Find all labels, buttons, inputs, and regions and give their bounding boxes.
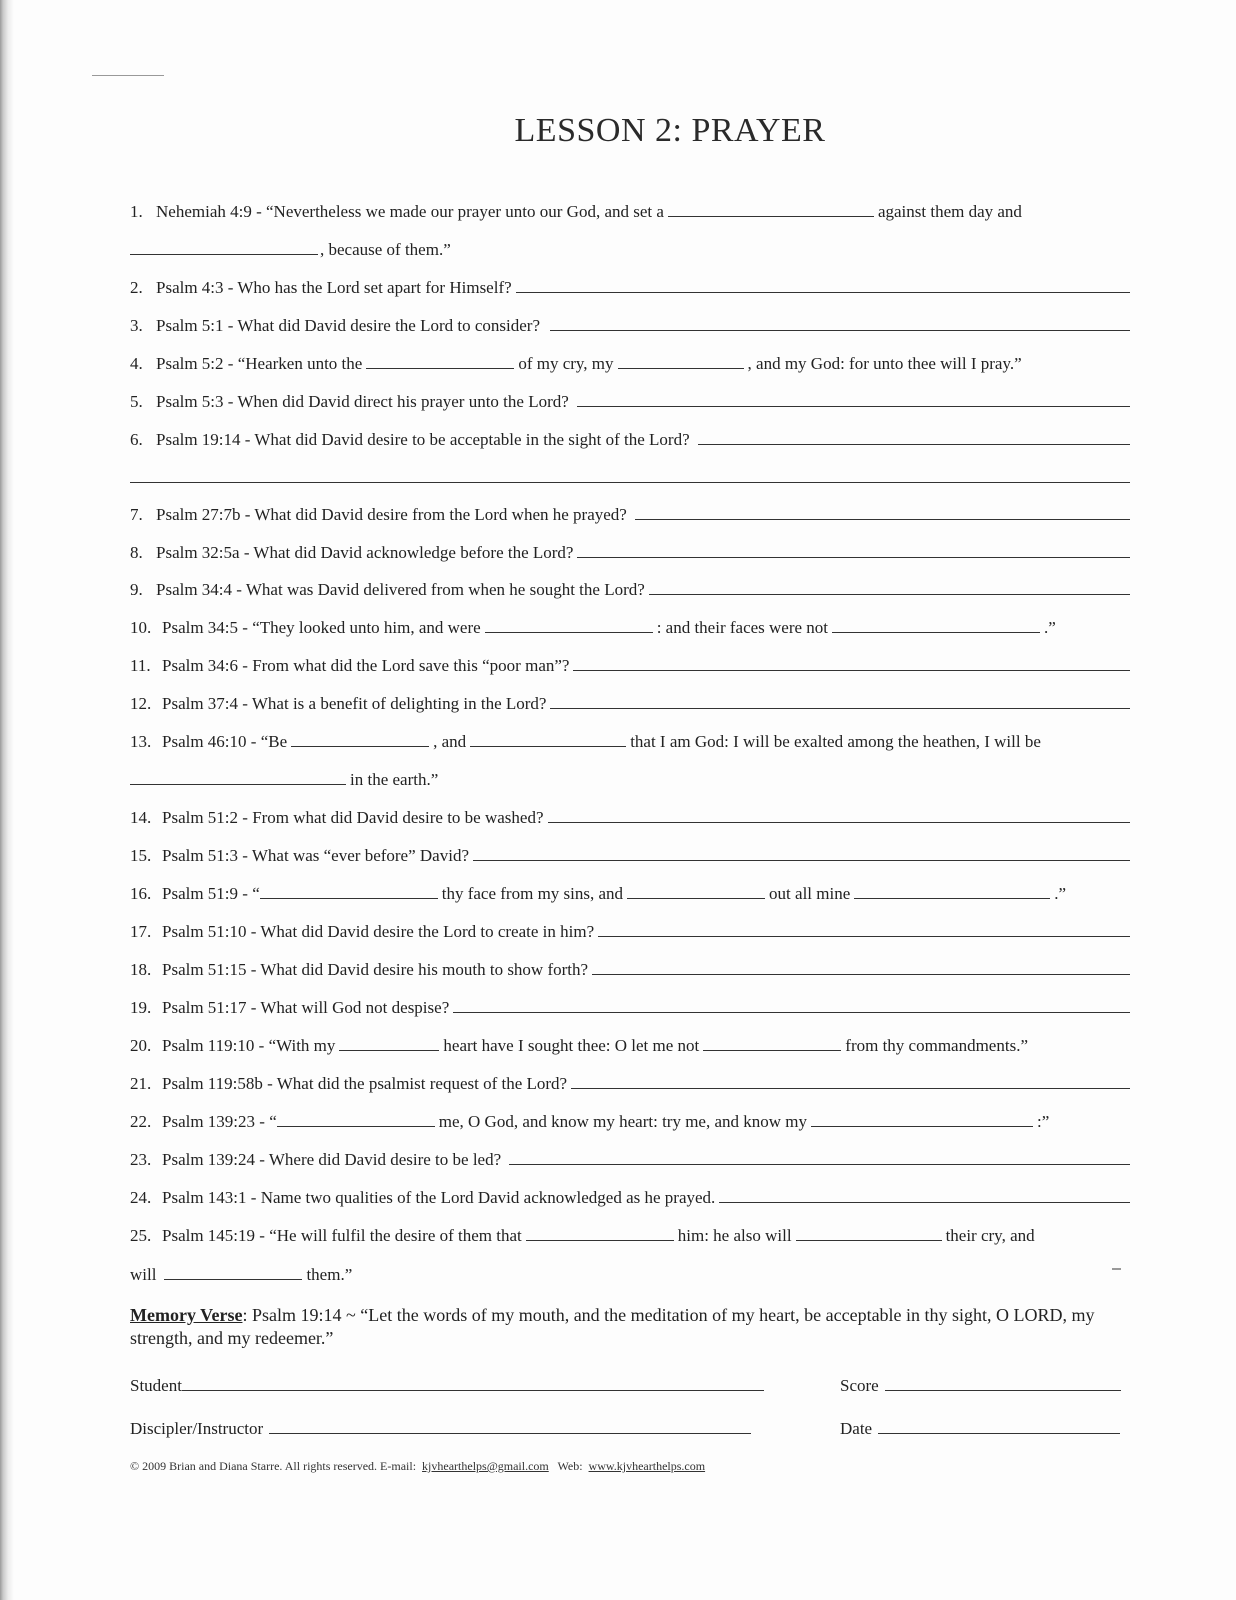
question-text: out all mine: [769, 884, 851, 903]
question-number: 21.: [130, 1074, 152, 1093]
footer: [130, 1459, 705, 1474]
question-number: 13.: [130, 732, 152, 751]
question-13-cont: [130, 768, 1130, 790]
answer-blank[interactable]: [453, 996, 1130, 1013]
question-text: thy face from my sins, and: [441, 884, 624, 903]
question-number: 14.: [130, 808, 152, 827]
question-text: Psalm 119:58b - What did the psalmist request of the Lord?: [162, 1074, 568, 1093]
question-20: [130, 1034, 1130, 1056]
question-3: [130, 314, 1130, 336]
question-text: Psalm 119:10 - “With my: [162, 1036, 336, 1055]
student-field: [130, 1374, 768, 1396]
answer-blank[interactable]: [516, 276, 1130, 293]
question-number: 22.: [130, 1112, 152, 1131]
question-number: 1.: [130, 202, 143, 221]
question-number: 24.: [130, 1188, 152, 1207]
answer-blank[interactable]: [832, 616, 1040, 633]
question-18: [130, 958, 1130, 980]
date-label: Date: [840, 1419, 873, 1438]
score-label: Score: [840, 1376, 879, 1395]
answer-blank[interactable]: [291, 730, 429, 747]
question-24: [130, 1186, 1130, 1208]
web-link[interactable]: www.kjvhearthelps.com: [588, 1459, 706, 1473]
question-text: , and: [433, 732, 467, 751]
question-1: [130, 200, 1130, 222]
answer-blank[interactable]: [719, 1186, 1130, 1203]
question-7: [130, 503, 1130, 525]
question-text: Psalm 34:4 - What was David delivered from when he sought the Lord?: [156, 580, 645, 599]
question-text: Psalm 51:3 - What was “ever before” David?: [162, 846, 469, 865]
question-21: [130, 1072, 1130, 1094]
instructor-field: [130, 1417, 755, 1439]
question-text: .”: [1044, 618, 1056, 637]
question-13: [130, 730, 1130, 752]
answer-blank[interactable]: [260, 882, 438, 899]
answer-blank[interactable]: [366, 352, 514, 369]
answer-blank[interactable]: [668, 200, 874, 217]
question-number: 15.: [130, 846, 152, 865]
answer-blank[interactable]: [130, 466, 1130, 483]
question-text: Psalm 51:10 - What did David desire the Lord to create in him?: [162, 922, 595, 941]
question-23: [130, 1148, 1130, 1170]
question-text: will: [130, 1265, 157, 1284]
question-22: [130, 1110, 1130, 1132]
question-text: Psalm 19:14 - What did David desire to be acceptable in the sight of the Lord?: [156, 430, 690, 449]
question-12: [130, 692, 1130, 714]
page-title: LESSON 2: PRAYER: [514, 112, 826, 149]
question-25: [130, 1224, 1130, 1246]
answer-blank[interactable]: [649, 578, 1130, 595]
answer-blank[interactable]: [592, 958, 1130, 975]
question-number: 6.: [130, 430, 143, 449]
question-text: :”: [1037, 1112, 1050, 1131]
question-text: in the earth.”: [350, 770, 439, 789]
answer-blank[interactable]: [485, 616, 653, 633]
answer-blank[interactable]: [573, 654, 1130, 671]
question-text: Psalm 27:7b - What did David desire from the Lord when he prayed?: [156, 505, 627, 524]
instructor-input[interactable]: [269, 1417, 751, 1434]
question-text: from thy commandments.”: [845, 1036, 1028, 1055]
question-number: 12.: [130, 694, 152, 713]
question-number: 9.: [130, 580, 143, 599]
question-number: 25.: [130, 1226, 152, 1245]
answer-blank[interactable]: [550, 314, 1130, 331]
memory-verse-text: Psalm 19:14 ~ “Let the words of my mouth, and the meditation of my heart, be acceptable in thy sight, O LORD, my strength, and my redeemer.”: [130, 1305, 1095, 1348]
question-8: [130, 541, 1130, 563]
scan-mark: [1112, 1268, 1121, 1270]
answer-blank[interactable]: [796, 1224, 942, 1241]
answer-blank[interactable]: [571, 1072, 1130, 1089]
question-text: .”: [1054, 884, 1067, 903]
question-number: 5.: [130, 392, 143, 411]
question-text: heart have I sought thee: O let me not: [443, 1036, 700, 1055]
answer-blank[interactable]: [550, 692, 1130, 709]
question-text: Psalm 145:19 - “He will fulfil the desire of them that: [162, 1226, 522, 1245]
answer-blank[interactable]: [703, 1034, 841, 1051]
answer-blank[interactable]: [854, 882, 1050, 899]
answer-blank[interactable]: [526, 1224, 674, 1241]
score-input[interactable]: [885, 1374, 1121, 1391]
question-text: Nehemiah 4:9 - “Nevertheless we made our prayer unto our God, and set a: [156, 202, 664, 221]
question-6: [130, 428, 1130, 450]
question-number: 20.: [130, 1036, 152, 1055]
question-number: 3.: [130, 316, 143, 335]
question-text: Psalm 32:5a - What did David acknowledge before the Lord?: [156, 543, 574, 562]
email-link[interactable]: kjvhearthelps@gmail.com: [422, 1459, 549, 1473]
question-text: Psalm 5:2 - “Hearken unto the: [156, 354, 363, 373]
instructor-label: Discipler/Instructor: [130, 1419, 264, 1438]
answer-blank[interactable]: [130, 768, 346, 785]
student-input[interactable]: [182, 1374, 764, 1391]
question-text: Psalm 5:1 - What did David desire the Lord to consider?: [156, 316, 540, 335]
scan-mark: [92, 75, 164, 76]
question-15: [130, 844, 1130, 866]
question-text: Psalm 37:4 - What is a benefit of delighting in the Lord?: [162, 694, 547, 713]
question-17: [130, 920, 1130, 942]
question-text: , because of them.”: [320, 240, 451, 259]
question-number: 10.: [130, 618, 152, 637]
question-text: that I am God: I will be exalted among the heathen, I will be: [630, 732, 1041, 751]
question-text: Psalm 143:1 - Name two qualities of the Lord David acknowledged as he prayed.: [162, 1188, 716, 1207]
question-text: them.”: [306, 1265, 353, 1284]
question-16: [130, 882, 1130, 904]
web-label: Web:: [548, 1459, 583, 1473]
answer-blank[interactable]: [130, 238, 318, 255]
answer-blank[interactable]: [339, 1034, 439, 1051]
answer-blank[interactable]: [548, 806, 1131, 823]
memory-verse-label: Memory Verse: [130, 1305, 243, 1325]
question-number: 11.: [130, 656, 151, 675]
question-number: 18.: [130, 960, 152, 979]
memory-verse-colon: :: [242, 1305, 248, 1325]
question-number: 16.: [130, 884, 152, 903]
question-text: their cry, and: [945, 1226, 1035, 1245]
question-1-cont: [130, 238, 1130, 260]
question-text: Psalm 46:10 - “Be: [162, 732, 288, 751]
answer-blank[interactable]: [635, 503, 1130, 520]
answer-blank[interactable]: [470, 730, 626, 747]
answer-blank[interactable]: [577, 541, 1130, 558]
question-text: Psalm 51:2 - From what did David desire to be washed?: [162, 808, 544, 827]
score-field: [840, 1374, 1125, 1396]
question-11: [130, 654, 1130, 676]
question-text: Psalm 51:9 - “: [162, 884, 260, 903]
answer-blank[interactable]: [577, 390, 1130, 407]
question-2: [130, 276, 1130, 298]
question-text: Psalm 4:3 - Who has the Lord set apart for Himself?: [156, 278, 512, 297]
question-text: , and my God: for unto thee will I pray.”: [747, 354, 1022, 373]
scan-edge: [0, 0, 14, 1600]
question-text: of my cry, my: [518, 354, 614, 373]
question-9: [130, 578, 1130, 600]
question-6-cont: [130, 466, 1130, 483]
question-text: me, O God, and know my heart: try me, and know my: [438, 1112, 808, 1131]
date-field: [840, 1417, 1124, 1439]
answer-blank[interactable]: [509, 1148, 1130, 1165]
question-number: 23.: [130, 1150, 152, 1169]
question-text: Psalm 51:15 - What did David desire his mouth to show forth?: [162, 960, 589, 979]
question-14: [130, 806, 1130, 828]
question-number: 2.: [130, 278, 143, 297]
question-10: [130, 616, 1130, 638]
answer-blank[interactable]: [698, 428, 1130, 445]
question-text: Psalm 34:5 - “They looked unto him, and were: [162, 618, 481, 637]
question-text: him: he also will: [677, 1226, 792, 1245]
question-number: 19.: [130, 998, 152, 1017]
answer-blank[interactable]: [598, 920, 1130, 937]
question-text: Psalm 51:17 - What will God not despise?: [162, 998, 450, 1017]
question-text: against them day and: [877, 202, 1022, 221]
question-text: Psalm 139:24 - Where did David desire to be led?: [162, 1150, 502, 1169]
answer-blank[interactable]: [473, 844, 1130, 861]
question-25-cont: [130, 1263, 1130, 1285]
answer-blank[interactable]: [277, 1110, 435, 1127]
question-19: [130, 996, 1130, 1018]
question-text: Psalm 139:23 - “: [162, 1112, 277, 1131]
question-text: : and their faces were not: [656, 618, 829, 637]
question-5: [130, 390, 1130, 412]
question-number: 4.: [130, 354, 143, 373]
question-number: 17.: [130, 922, 152, 941]
question-text: Psalm 34:6 - From what did the Lord save this “poor man”?: [162, 656, 570, 675]
question-text: Psalm 5:3 - When did David direct his prayer unto the Lord?: [156, 392, 569, 411]
memory-verse: [130, 1304, 1110, 1350]
question-4: [130, 352, 1130, 374]
question-number: 8.: [130, 543, 143, 562]
question-number: 7.: [130, 505, 143, 524]
answer-blank[interactable]: [618, 352, 744, 369]
date-input[interactable]: [878, 1417, 1120, 1434]
answer-blank[interactable]: [627, 882, 765, 899]
answer-blank[interactable]: [164, 1263, 302, 1280]
copyright-text: © 2009 Brian and Diana Starre. All rights reserved. E-mail:: [130, 1459, 417, 1473]
answer-blank[interactable]: [811, 1110, 1033, 1127]
student-label: Student: [130, 1376, 182, 1395]
